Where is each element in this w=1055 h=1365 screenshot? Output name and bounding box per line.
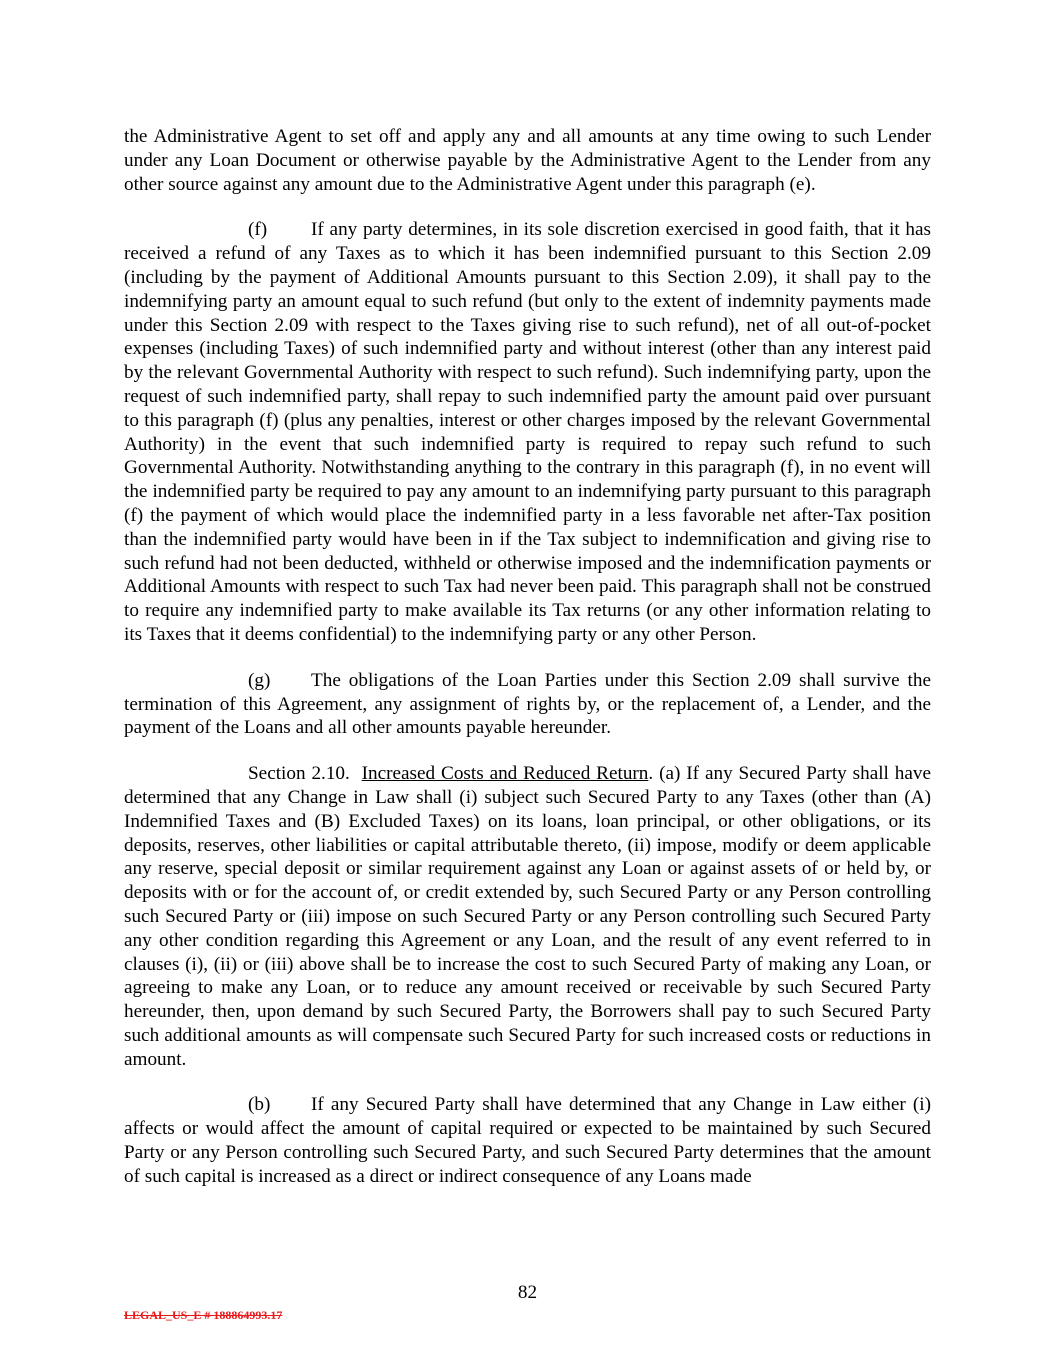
section-2-10-paragraph-a bbox=[124, 762, 931, 1071]
paragraph-f-label: (f) bbox=[248, 219, 268, 241]
paragraph-g-text: The obligations of the Loan Parties under this Section 2.09 shall survive the termination of this Agreement, any assignment of rights by, or the replacement of, a Lender, and the payment of the Loans and all other amounts payable hereunder. bbox=[124, 669, 931, 739]
paragraph-b-text: If any Secured Party shall have determined that any Change in Law either (i) affects or would affect the amount of capital required or expected to be maintained by such Secured Party or any Person controlling such Secured Party, and such Secured Party determines that the amount of such capital is increased as a direct or indirect consequence of any Loans made bbox=[124, 1094, 931, 1187]
paragraph-b-label: (b) bbox=[248, 1094, 271, 1116]
page-number: 82 bbox=[517, 1282, 538, 1303]
section-2-10-text: . (a) If any Secured Party shall have determined that any Change in Law shall (i) subject such Secured Party to any Taxes (other than (A) Indemnified Taxes and (B) Excluded Taxes) on its loans, loan principal, or other obligations, or its deposits, reserves, other liabilities or capital attributable thereto, (ii) impose, modify or deem applicable any reserve, special deposit or similar requirement against any Loan or against assets of or held by, or deposits with or for the account of, or credit extended by, such Secured Party or any Person controlling such Secured Party or (iii) impose on such Secured Party or any Person controlling such Secured Party any other condition regarding this Agreement or any Loan, and the result of any event referred to in clauses (i), (ii) or (iii) above shall be to increase the cost to such Secured Party of making any Loan, or agreeing to make any Loan, or to reduce any amount received or receivable by such Secured Party hereunder, then, upon demand by such Secured Party, the Borrowers shall pay to such Secured Party such additional amounts as will compensate such Secured Party for such increased costs or reductions in amount. bbox=[124, 763, 931, 1070]
document-id-footer: LEGAL_US_E # 188864993.17 bbox=[124, 1308, 283, 1322]
paragraph-e-continuation: the Administrative Agent to set off and apply any and all amounts at any time owing to such Lender under any Loan Document or otherwise payable by the Administrative Agent to the Lender from any other source against any amount due to the Administrative Agent under this paragraph (e). bbox=[124, 126, 931, 195]
section-number: Section 2.10. bbox=[248, 763, 350, 785]
paragraph-f bbox=[124, 218, 931, 646]
paragraph-f-text: If any party determines, in its sole discretion exercised in good faith, that it has received a refund of any Taxes as to which it has been indemnified pursuant to this Section 2.09 (including by the payment of Additional Amounts pursuant to this Section 2.09), it shall pay to the indemnifying party an amount equal to such refund (but only to the extent of indemnity payments made under this Section 2.09 with respect to the Taxes giving rise to such refund), net of all out-of-pocket expenses (including Taxes) of such indemnified party and without interest (other than any interest paid by the relevant Governmental Authority with respect to such refund). Such indemnifying party, upon the request of such indemnified party, shall repay to such indemnified party the amount paid over pursuant to this paragraph (f) (plus any penalties, interest or other charges imposed by the relevant Governmental Authority) in the event that such indemnified party is required to repay such refund to such Governmental Authority. Notwithstanding anything to the contrary in this paragraph (f), in no event will the indemnified party be required to pay any amount to an indemnifying party pursuant to this paragraph (f) the payment of which would place the indemnified party in a less favorable net after-Tax position than the indemnified party would have been in if the Tax subject to indemnification and giving rise to such refund had not been deducted, withheld or otherwise imposed and the indemnification payments or Additional Amounts with respect to such Tax had never been paid. This paragraph shall not be construed to require any indemnified party to make available its Tax returns (or any other information relating to its Taxes that it deems confidential) to the indemnifying party or any other Person. bbox=[124, 219, 931, 645]
paragraph-g-label: (g) bbox=[248, 669, 271, 691]
document-body bbox=[124, 125, 931, 1211]
paragraph-b bbox=[124, 1093, 931, 1188]
paragraph-g bbox=[124, 669, 931, 740]
section-heading: Increased Costs and Reduced Return bbox=[361, 763, 649, 785]
